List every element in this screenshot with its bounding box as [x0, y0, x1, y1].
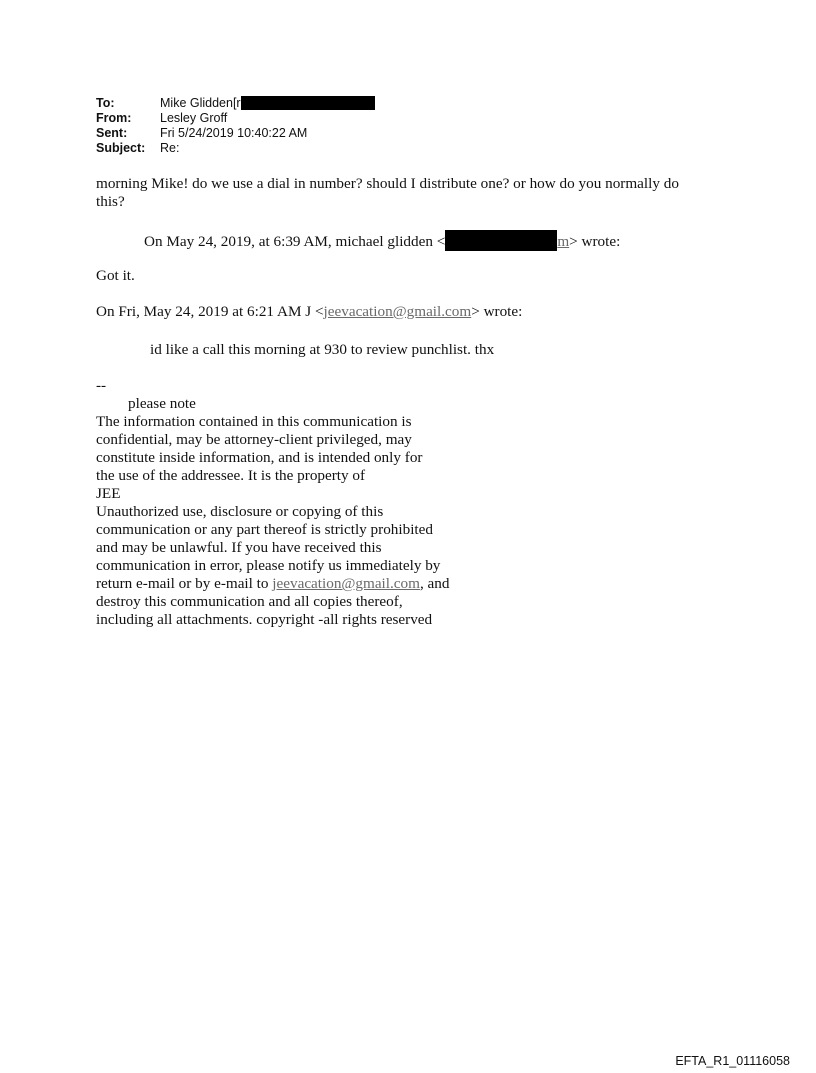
from-value: Lesley Groff	[160, 111, 228, 125]
quote2-prefix: On Fri, May 24, 2019 at 6:21 AM J <	[96, 303, 324, 320]
sent-value: Fri 5/24/2019 10:40:22 AM	[160, 126, 308, 140]
return-prefix: return e-mail or by e-mail to	[96, 575, 273, 592]
quote2-suffix: > wrote:	[471, 303, 523, 320]
please-note-text: please note	[128, 395, 196, 412]
disclaimer-line: confidential, may be attorney-client privileged, may	[96, 431, 412, 448]
disclaimer-line: destroy this communication and all copies thereof,	[96, 593, 403, 610]
disclaimer-line: and may be unlawful. If you have received this	[96, 539, 382, 556]
sent-label: Sent:	[96, 126, 128, 140]
quote-header-2	[96, 303, 522, 321]
subject-value: Re:	[160, 141, 180, 155]
disclaimer-line: Unauthorized use, disclosure or copying of this	[96, 503, 384, 520]
from-label: From:	[96, 111, 132, 125]
signature-dashes: --	[96, 377, 107, 394]
redaction-block	[445, 230, 557, 251]
got-it-text: Got it.	[96, 267, 135, 284]
quote1-email-link[interactable]: m	[557, 233, 570, 250]
subject-label: Subject:	[96, 141, 146, 155]
to-value	[160, 96, 375, 111]
disclaimer-line: constitute inside information, and is intended only for	[96, 449, 423, 466]
to-name: Mike Glidden[r	[160, 96, 241, 110]
return-email-link[interactable]: jeevacation@gmail.com	[272, 575, 420, 592]
message-line-2: this?	[96, 193, 125, 210]
redaction-block	[241, 96, 375, 110]
to-label: To:	[96, 96, 115, 110]
quote1-suffix: > wrote:	[569, 233, 621, 250]
disclaimer-line: communication in error, please notify us immediately by	[96, 557, 441, 574]
message-line-1: morning Mike! do we use a dial in number? should I distribute one? or how do you normally do	[96, 175, 679, 192]
quote1-prefix: On May 24, 2019, at 6:39 AM, michael glidden <	[144, 233, 446, 250]
document-id: EFTA_R1_01116058	[675, 1054, 790, 1068]
disclaimer-line: JEE	[96, 485, 121, 502]
return-suffix: , and	[419, 575, 450, 592]
disclaimer-line: including all attachments. copyright -all rights reserved	[96, 611, 433, 628]
quote-header-1	[144, 230, 620, 251]
disclaimer-line: The information contained in this communication is	[96, 413, 412, 430]
disclaimer-return-line	[96, 575, 449, 593]
quote2-email-link[interactable]: jeevacation@gmail.com	[323, 303, 472, 320]
request-text: id like a call this morning at 930 to review punchlist. thx	[150, 341, 495, 358]
disclaimer-line: communication or any part thereof is strictly prohibited	[96, 521, 433, 538]
disclaimer-line: the use of the addressee. It is the property of	[96, 467, 366, 484]
